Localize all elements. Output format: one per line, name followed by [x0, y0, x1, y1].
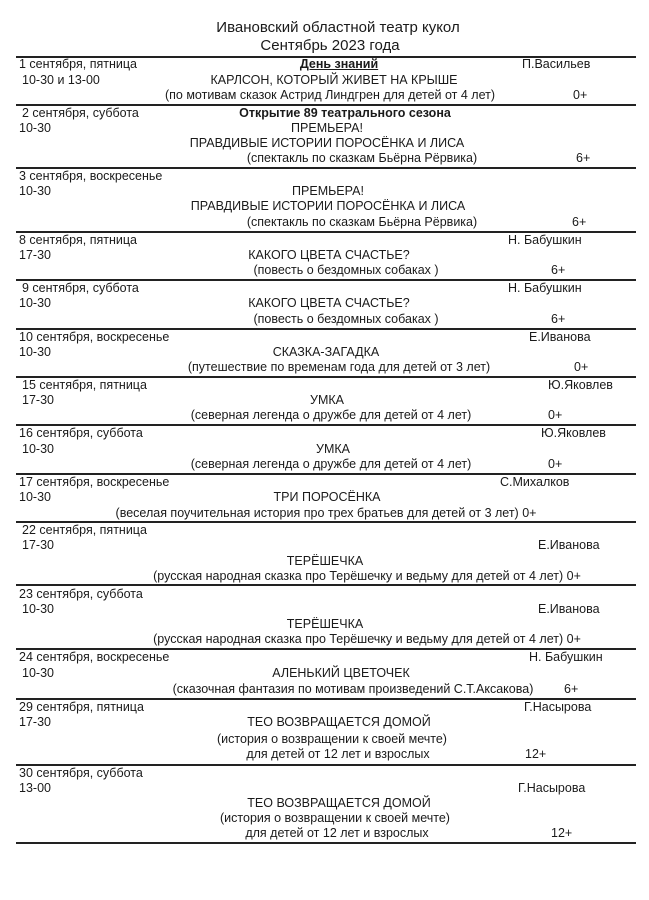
event-time: 10-30 — [22, 602, 54, 616]
event-description-line2: для детей от 12 лет и взрослых — [245, 826, 429, 840]
event-director: Г.Насырова — [518, 781, 586, 795]
event-director: П.Васильев — [522, 57, 591, 71]
event-time: 17-30 — [22, 393, 54, 407]
event-description: (веселая поучительная история про трех братьев для детей от 3 лет) 0+ — [115, 506, 537, 520]
event-description: (история о возвращении к своей мечте) — [220, 811, 450, 825]
event-date: 1 сентября, пятница — [19, 57, 137, 71]
event-age-rating: 0+ — [573, 88, 588, 102]
event-description: (путешествие по временам года для детей от 3 лет) — [187, 360, 491, 374]
event-title: АЛЕНЬКИЙ ЦВЕТОЧЕК — [272, 666, 410, 680]
event-banner: Открытие 89 театрального сезона — [239, 106, 451, 120]
event-time: 10-30 — [19, 345, 51, 359]
theatre-title: Ивановский областной театр кукол — [216, 19, 460, 36]
event-date: 3 сентября, воскресенье — [19, 169, 163, 183]
event-date: 30 сентября, суббота — [19, 766, 143, 780]
event-description: (русская народная сказка про Терёшечку и ведьму для детей от 4 лет) 0+ — [153, 632, 581, 646]
event-age-rating: 6+ — [572, 215, 587, 229]
event-director: С.Михалков — [500, 475, 570, 489]
event-description: (спектакль по сказкам Бьёрна Рёрвика) — [246, 151, 478, 165]
event-title: СКАЗКА-ЗАГАДКА — [272, 345, 380, 359]
event-director: Ю.Яковлев — [548, 378, 613, 392]
event-director: Е.Иванова — [538, 538, 600, 552]
event-date: 22 сентября, пятница — [22, 523, 147, 537]
event-date: 29 сентября, пятница — [19, 700, 144, 714]
event-description: (повесть о бездомных собаках ) — [253, 263, 439, 277]
event-title: ТЕО ВОЗВРАЩАЕТСЯ ДОМОЙ — [247, 715, 431, 729]
event-description: (сказочная фантазия по мотивам произведений С.Т.Аксакова) — [172, 682, 534, 696]
event-director: Н. Бабушкин — [508, 233, 582, 247]
event-director: Г.Насырова — [524, 700, 592, 714]
event-description: (по мотивам сказок Астрид Линдгрен для детей от 4 лет) — [164, 88, 496, 102]
event-time: 17-30 — [22, 538, 54, 552]
event-title: ПРАВДИВЫЕ ИСТОРИИ ПОРОСЁНКА И ЛИСА — [190, 199, 466, 213]
month-title: Сентябрь 2023 года — [260, 37, 400, 54]
event-title: КАРЛСОН, КОТОРЫЙ ЖИВЕТ НА КРЫШЕ — [210, 73, 458, 87]
event-age-rating: 6+ — [551, 312, 566, 326]
event-date: 9 сентября, суббота — [22, 281, 139, 295]
event-age-rating: 6+ — [576, 151, 591, 165]
event-date: 23 сентября, суббота — [19, 587, 143, 601]
event-age-rating: 6+ — [551, 263, 566, 277]
event-title: ТЕО ВОЗВРАЩАЕТСЯ ДОМОЙ — [247, 796, 431, 810]
event-date: 2 сентября, суббота — [22, 106, 139, 120]
event-director: Ю.Яковлев — [541, 426, 606, 440]
event-age-rating: 0+ — [548, 457, 563, 471]
event-time: 10-30 — [19, 184, 51, 198]
event-date: 24 сентября, воскресенье — [19, 650, 170, 664]
event-age-rating: 12+ — [525, 747, 547, 761]
event-title: ТРИ ПОРОСЁНКА — [273, 490, 381, 504]
event-date: 8 сентября, пятница — [19, 233, 137, 247]
event-date: 17 сентября, воскресенье — [19, 475, 170, 489]
event-title: ТЕРЁШЕЧКА — [286, 554, 364, 568]
event-age-rating: 0+ — [548, 408, 563, 422]
event-description: (русская народная сказка про Терёшечку и ведьму для детей от 4 лет) 0+ — [153, 569, 581, 583]
event-description: (спектакль по сказкам Бьёрна Рёрвика) — [246, 215, 478, 229]
event-title: КАКОГО ЦВЕТА СЧАСТЬЕ? — [248, 248, 410, 262]
event-time: 10-30 и 13-00 — [22, 73, 100, 87]
event-date: 16 сентября, суббота — [19, 426, 143, 440]
event-time: 17-30 — [19, 715, 51, 729]
event-director: Н. Бабушкин — [508, 281, 582, 295]
event-age-rating: 0+ — [574, 360, 589, 374]
event-director: Е.Иванова — [538, 602, 600, 616]
event-description: (северная легенда о дружбе для детей от 4 лет) — [190, 408, 472, 422]
event-time: 17-30 — [19, 248, 51, 262]
event-title: УМКА — [316, 442, 350, 456]
event-description-line2: для детей от 12 лет и взрослых — [246, 747, 430, 761]
divider — [16, 584, 636, 586]
event-time: 10-30 — [19, 490, 51, 504]
event-title: КАКОГО ЦВЕТА СЧАСТЬЕ? — [248, 296, 410, 310]
event-description: (история о возвращении к своей мечте) — [217, 732, 447, 746]
event-age-rating: 12+ — [551, 826, 573, 840]
event-premiere: ПРЕМЬЕРА! — [292, 184, 364, 198]
event-age-rating: 6+ — [564, 682, 579, 696]
event-time: 10-30 — [19, 296, 51, 310]
event-banner: День знаний — [299, 57, 379, 71]
event-time: 13-00 — [19, 781, 51, 795]
event-description: (северная легенда о дружбе для детей от 4 лет) — [190, 457, 472, 471]
event-date: 15 сентября, пятница — [22, 378, 147, 392]
event-director: Е.Иванова — [529, 330, 591, 344]
divider — [16, 842, 636, 844]
event-title: ПРАВДИВЫЕ ИСТОРИИ ПОРОСЁНКА И ЛИСА — [189, 136, 465, 150]
event-description: (повесть о бездомных собаках ) — [253, 312, 439, 326]
event-title: ТЕРЁШЕЧКА — [286, 617, 364, 631]
event-time: 10-30 — [22, 666, 54, 680]
event-director: Н. Бабушкин — [529, 650, 603, 664]
event-date: 10 сентября, воскресенье — [19, 330, 170, 344]
event-time: 10-30 — [22, 442, 54, 456]
event-title: УМКА — [310, 393, 344, 407]
event-premiere: ПРЕМЬЕРА! — [291, 121, 363, 135]
event-time: 10-30 — [19, 121, 51, 135]
